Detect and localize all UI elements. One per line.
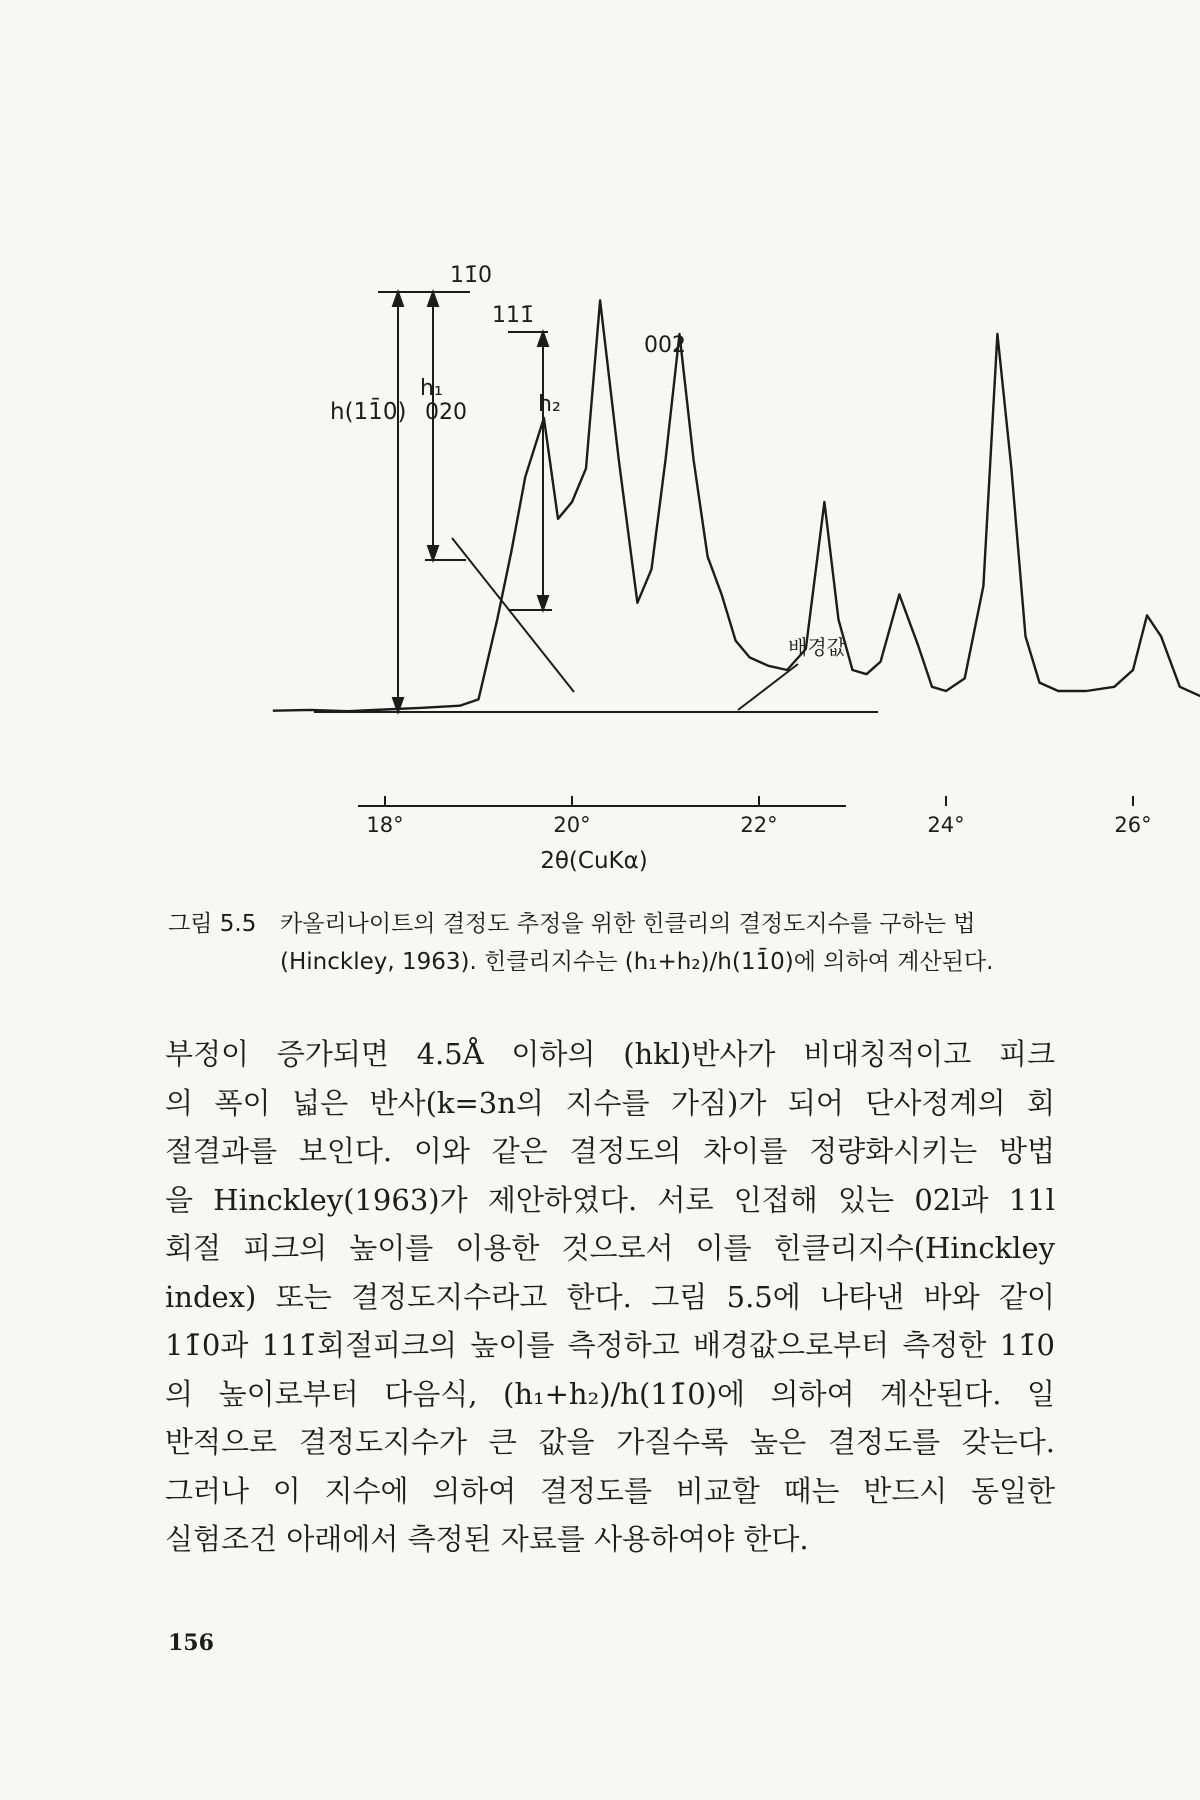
body-line: 의 높이로부터 다음식, (h₁+h₂)/h(11̄0)에 의하여 계산된다. 일 <box>165 1376 1055 1411</box>
h2-arrow-head-top <box>538 332 548 346</box>
xrd-figure <box>0 0 1200 880</box>
caption-label: 그림 5.5 <box>168 911 257 937</box>
body-line: 반적으로 결정도지수가 큰 값을 가질수록 높은 결정도를 갖는다. <box>165 1425 1055 1459</box>
diffraction-trace <box>273 300 1200 718</box>
background-label: 배경값 <box>788 635 846 659</box>
peak-label-111: 111̄ <box>492 303 534 328</box>
x-tick-label: 24° <box>927 813 965 837</box>
peak-label-020: 020 <box>425 400 467 425</box>
body-line: 의 폭이 넓은 반사(k=3n의 지수를 가짐)가 되어 단사정계의 회 <box>165 1085 1055 1120</box>
h110-arrow-head-top <box>393 292 403 306</box>
h1-arrow-head-top <box>428 292 438 306</box>
body-paragraph <box>165 1030 1055 1564</box>
measurement-lines <box>378 292 798 712</box>
body-line: 11̄0과 111̄회절피크의 높이를 측정하고 배경값으로부터 측정한 11̄0 <box>165 1328 1055 1362</box>
caption-text: 카올리나이트의 결정도 추정을 위한 힌클리의 결정도지수를 구하는 법(Hinckley, 1963). 힌클리지수는 (h₁+h₂)/h(11̄0)에 의하여 계산된다. <box>280 911 994 975</box>
x-axis-ticks <box>366 796 1200 837</box>
x-axis-label: 2θ(CuKα) <box>540 848 648 874</box>
x-tick-label: 18° <box>366 813 404 837</box>
x-tick-label: 26° <box>1114 813 1152 837</box>
body-line: 그러나 이 지수에 의하여 결정도를 비교할 때는 반드시 동일한 <box>165 1473 1055 1508</box>
body-line: 회절 피크의 높이를 이용한 것으로서 이를 힌클리지수(Hinckley <box>165 1231 1055 1265</box>
h2-arrow-head-bottom <box>538 596 548 610</box>
body-line: index) 또는 결정도지수라고 한다. 그림 5.5에 나타낸 바와 같이 <box>165 1279 1055 1314</box>
h1-label: h₁ <box>420 376 443 401</box>
peak-label-002: 002 <box>644 333 686 358</box>
body-line: 절결과를 보인다. 이와 같은 결정도의 차이를 정량화시키는 방법 <box>165 1134 1055 1168</box>
body-line: 을 Hinckley(1963)가 제안하였다. 서로 인접해 있는 02l과 11l <box>165 1182 1055 1217</box>
h1-arrow-head-bottom <box>428 546 438 560</box>
h110-label: h(11̄0) <box>330 399 407 425</box>
body-line: 부정이 증가되면 4.5Å 이하의 (hkl)반사가 비대칭적이고 피크 <box>165 1037 1055 1071</box>
h2-label: h₂ <box>538 392 561 417</box>
peak-label-110: 11̄0 <box>450 263 492 288</box>
background-pointer-line <box>738 664 798 710</box>
x-tick-label: 22° <box>740 813 778 837</box>
page-number: 156 <box>168 1630 214 1656</box>
body-line: 실험조건 아래에서 측정된 자료를 사용하여야 한다. <box>165 1522 809 1556</box>
x-tick-label: 20° <box>553 813 591 837</box>
figure-caption <box>168 905 1048 981</box>
background-tangent-line <box>452 538 574 692</box>
